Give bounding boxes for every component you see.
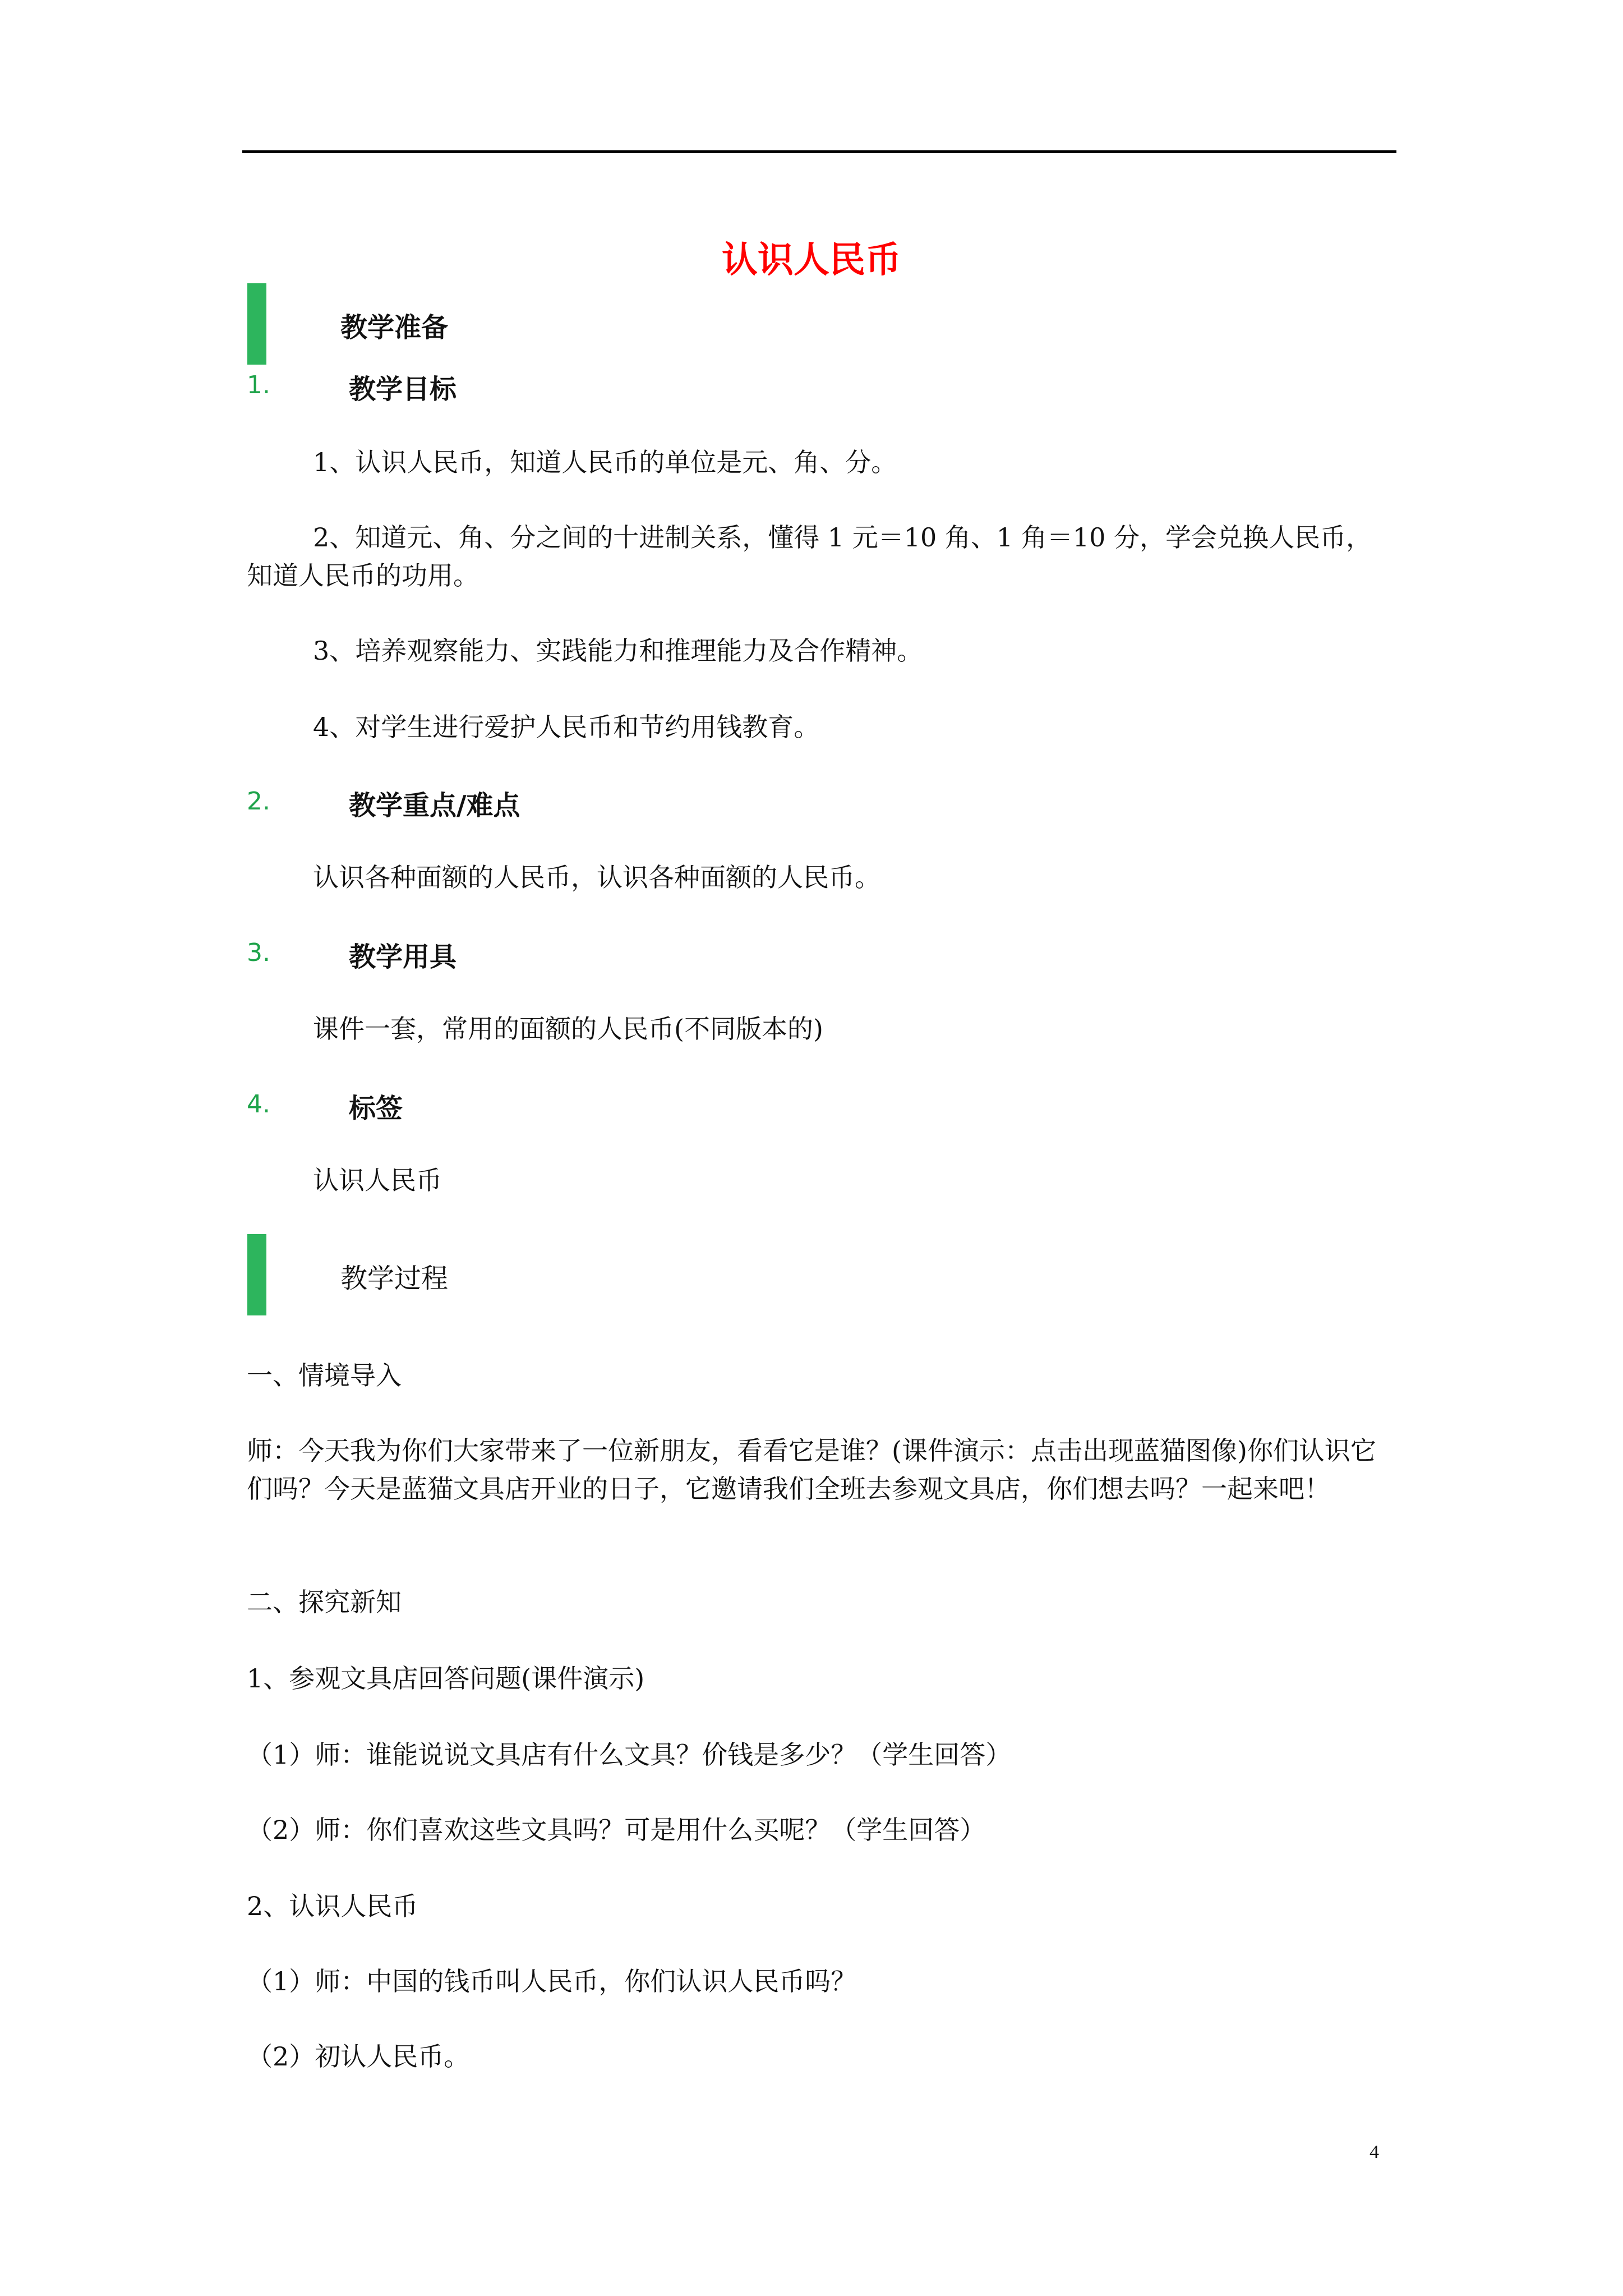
section-heading-tag: 标签 [349, 1093, 403, 1124]
goal-1: 1、认识人民币，知道人民币的单位是元、角、分。 [313, 447, 897, 477]
process-line-q2: （2）师：你们喜欢这些文具吗？可是用什么买呢？（学生回答） [247, 1815, 986, 1845]
prep-heading: 教学准备 [340, 312, 449, 343]
process-line-q1: （1）师：谁能说说文具店有什么文具？价钱是多少？（学生回答） [247, 1740, 1012, 1770]
process-line-r1: （1）师：中国的钱币叫人民币，你们认识人民币吗？ [247, 1966, 857, 1996]
section-heading-keypoints: 教学重点/难点 [349, 790, 520, 821]
process-line-recognize: 2、认识人民币 [247, 1891, 418, 1921]
goal-4: 4、对学生进行爱护人民币和节约用钱教育。 [313, 712, 820, 742]
tag-text: 认识人民币 [313, 1165, 442, 1195]
header-rule [242, 150, 1396, 153]
section-heading-goals: 教学目标 [349, 374, 457, 405]
tools-text: 课件一套，常用的面额的人民币(不同版本的) [313, 1014, 823, 1044]
process-line-visit: 1、参观文具店回答问题(课件演示) [247, 1663, 645, 1694]
process-line-r2: （2）初认人民币。 [247, 2041, 470, 2072]
section-number-1: 1. [247, 371, 270, 399]
section-accent-bar [247, 283, 266, 365]
section-number-2: 2. [247, 787, 270, 816]
process-heading: 教学过程 [340, 1263, 449, 1294]
section-number-3: 3. [247, 938, 270, 967]
process-line-intro-heading: 一、情境导入 [247, 1360, 402, 1391]
section-accent-bar [247, 1234, 266, 1315]
goal-2: 2、知道元、角、分之间的十进制关系，懂得 1 元＝10 角、1 角＝10 分，学会兑换人民币，知道人民币的功用。 [247, 522, 1372, 591]
page-number: 4 [1370, 2142, 1379, 2162]
document-title: 认识人民币 [722, 239, 901, 281]
section-heading-tools: 教学用具 [349, 941, 457, 973]
process-paragraph-teacher: 师：今天我为你们大家带来了一位新朋友，看看它是谁？(课件演示：点击出现蓝猫图像)你们认识它们吗？今天是蓝猫文具店开业的日子，它邀请我们全班去参观文具店，你们想去吗？一起来吧！ [247, 1435, 1376, 1504]
section-number-4: 4. [247, 1090, 270, 1119]
keypoints-text: 认识各种面额的人民币，认识各种面额的人民币。 [313, 862, 880, 892]
goal-3: 3、培养观察能力、实践能力和推理能力及合作精神。 [313, 636, 923, 666]
process-line-explore-heading: 二、探究新知 [247, 1587, 402, 1617]
